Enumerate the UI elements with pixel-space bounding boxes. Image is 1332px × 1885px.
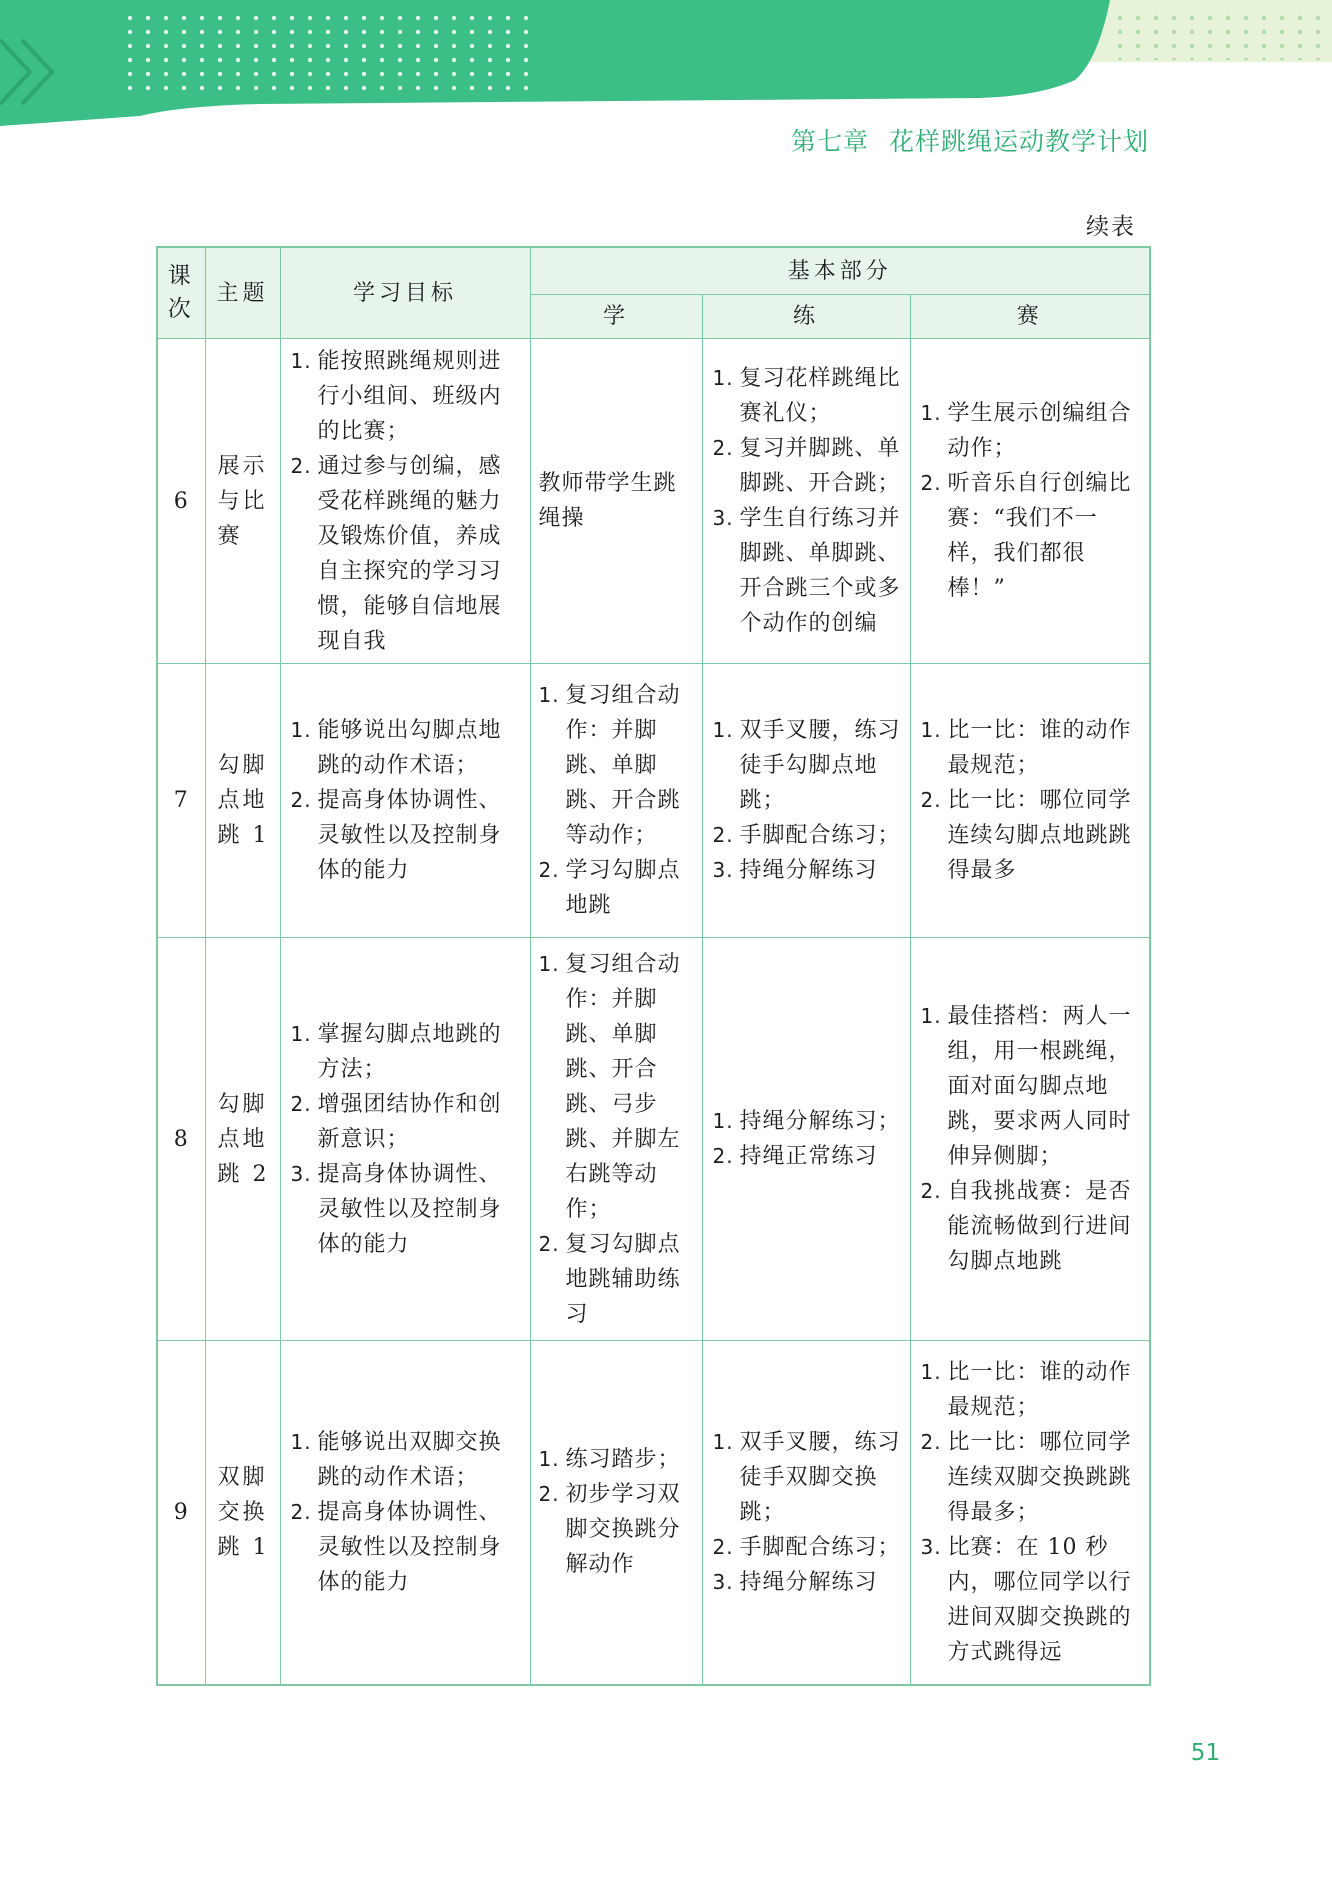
list-item: 2. 听音乐自行创编比赛：“我们不一样，我们都很棒！” bbox=[920, 471, 1132, 601]
list-item: 1. 最佳搭档：两人一组，用一根跳绳，面对面勾脚点地跳，要求两人同时伸异侧脚； bbox=[920, 1004, 1132, 1169]
lesson-topic: 勾脚点地跳 2 bbox=[205, 938, 280, 1341]
list-item: 1. 复习组合动作：并脚跳、单脚跳、开合跳、弓步跳、并脚左右跳等动作； bbox=[538, 951, 681, 1222]
list-item: 2. 自我挑战赛：是否能流畅做到行进间勾脚点地跳 bbox=[920, 1179, 1132, 1274]
lesson-number: 8 bbox=[157, 938, 205, 1341]
learn-text: 教师带学生跳绳操 bbox=[538, 471, 677, 531]
list-item: 2. 提高身体协调性、灵敏性以及控制身体的能力 bbox=[290, 788, 502, 883]
list-item: 2. 学习勾脚点地跳 bbox=[538, 858, 681, 918]
compete-cell bbox=[910, 1341, 1150, 1685]
practice-cell bbox=[702, 938, 910, 1341]
chapter-number: 第七章 bbox=[790, 127, 869, 156]
list-item: 2. 手脚配合练习； bbox=[712, 1534, 901, 1560]
list-item: 1. 复习组合动作：并脚跳、单脚跳、开合跳等动作； bbox=[538, 683, 681, 848]
list-item: 2. 复习并脚跳、单脚跳、开合跳； bbox=[712, 436, 901, 496]
lesson-topic: 勾脚点地跳 1 bbox=[205, 664, 280, 938]
page-number: 51 bbox=[1190, 1740, 1220, 1766]
list-item: 2. 复习勾脚点地跳辅助练习 bbox=[538, 1231, 681, 1327]
header-practice: 练 bbox=[702, 295, 910, 339]
chapter-title bbox=[791, 122, 1149, 158]
list-item: 2. 比一比：哪位同学连续双脚交换跳跳得最多； bbox=[920, 1429, 1132, 1525]
list-item: 1. 复习花样跳绳比赛礼仪； bbox=[712, 366, 901, 426]
lesson-topic: 双脚交换跳 1 bbox=[205, 1341, 280, 1685]
compete-cell bbox=[910, 664, 1150, 938]
compete-cell bbox=[910, 339, 1150, 664]
list-item: 1. 双手叉腰，练习徒手勾脚点地跳； bbox=[712, 718, 901, 813]
goal-cell bbox=[280, 339, 530, 664]
header-basic: 基本部分 bbox=[530, 247, 1150, 295]
goal-cell bbox=[280, 938, 530, 1341]
header-topic: 主题 bbox=[205, 247, 280, 339]
list-item: 3. 持绳分解练习 bbox=[712, 858, 878, 883]
continued-label: 续表 bbox=[1086, 214, 1136, 240]
header-lesson: 课次 bbox=[157, 247, 205, 339]
lesson-number: 9 bbox=[157, 1341, 205, 1685]
learn-cell bbox=[530, 938, 702, 1341]
practice-cell bbox=[702, 339, 910, 664]
list-item: 2. 提高身体协调性、灵敏性以及控制身体的能力 bbox=[290, 1499, 502, 1595]
table-row bbox=[157, 339, 1150, 664]
learn-cell bbox=[530, 339, 702, 664]
header-banner bbox=[0, 0, 1332, 130]
header-goal: 学习目标 bbox=[280, 247, 530, 339]
lesson-number: 6 bbox=[157, 339, 205, 664]
list-item: 1. 比一比：谁的动作最规范； bbox=[920, 1359, 1132, 1420]
list-item: 3. 学生自行练习并脚跳、单脚跳、开合跳三个或多个动作的创编 bbox=[712, 506, 901, 636]
list-item: 1. 持绳分解练习； bbox=[712, 1109, 901, 1134]
list-item: 2. 初步学习双脚交换跳分解动作 bbox=[538, 1482, 681, 1578]
list-item: 1. 练习踏步； bbox=[538, 1447, 681, 1473]
list-item: 2. 通过参与创编，感受花样跳绳的魅力及锻炼价值，养成自主探究的学习习惯，能够自信地展现自我 bbox=[290, 453, 502, 654]
list-item: 1. 能够说出双脚交换跳的动作术语； bbox=[290, 1429, 502, 1490]
list-item: 2. 手脚配合练习； bbox=[712, 823, 901, 848]
list-item: 1. 能按照跳绳规则进行小组间、班级内的比赛； bbox=[290, 348, 502, 444]
list-item: 1. 双手叉腰，练习徒手双脚交换跳； bbox=[712, 1429, 901, 1525]
table-row bbox=[157, 1341, 1150, 1685]
list-item: 3. 提高身体协调性、灵敏性以及控制身体的能力 bbox=[290, 1161, 502, 1257]
header-compete: 赛 bbox=[910, 295, 1150, 339]
practice-cell bbox=[702, 664, 910, 938]
lesson-number: 7 bbox=[157, 664, 205, 938]
learn-cell bbox=[530, 664, 702, 938]
list-item: 3. 持绳分解练习 bbox=[712, 1569, 878, 1595]
practice-cell bbox=[702, 1341, 910, 1685]
list-item: 1. 能够说出勾脚点地跳的动作术语； bbox=[290, 718, 502, 778]
list-item: 2. 持绳正常练习 bbox=[712, 1144, 878, 1169]
list-item: 2. 比一比：哪位同学连续勾脚点地跳跳得最多 bbox=[920, 788, 1132, 883]
list-item: 2. 增强团结协作和创新意识； bbox=[290, 1091, 502, 1152]
table-row bbox=[157, 938, 1150, 1341]
compete-cell bbox=[910, 938, 1150, 1341]
list-item: 1. 比一比：谁的动作最规范； bbox=[920, 718, 1132, 778]
learn-cell bbox=[530, 1341, 702, 1685]
list-item: 1. 掌握勾脚点地跳的方法； bbox=[290, 1021, 502, 1082]
list-item: 3. 比赛：在 10 秒内，哪位同学以行进间双脚交换跳的方式跳得远 bbox=[920, 1534, 1132, 1665]
lesson-topic: 展示与比赛 bbox=[205, 339, 280, 664]
lesson-plan-table bbox=[156, 246, 1151, 1686]
goal-cell bbox=[280, 664, 530, 938]
header-learn: 学 bbox=[530, 295, 702, 339]
list-item: 1. 学生展示创编组合动作； bbox=[920, 401, 1132, 461]
table-row bbox=[157, 664, 1150, 938]
goal-cell bbox=[280, 1341, 530, 1685]
chapter-name: 花样跳绳运动教学计划 bbox=[888, 127, 1149, 156]
